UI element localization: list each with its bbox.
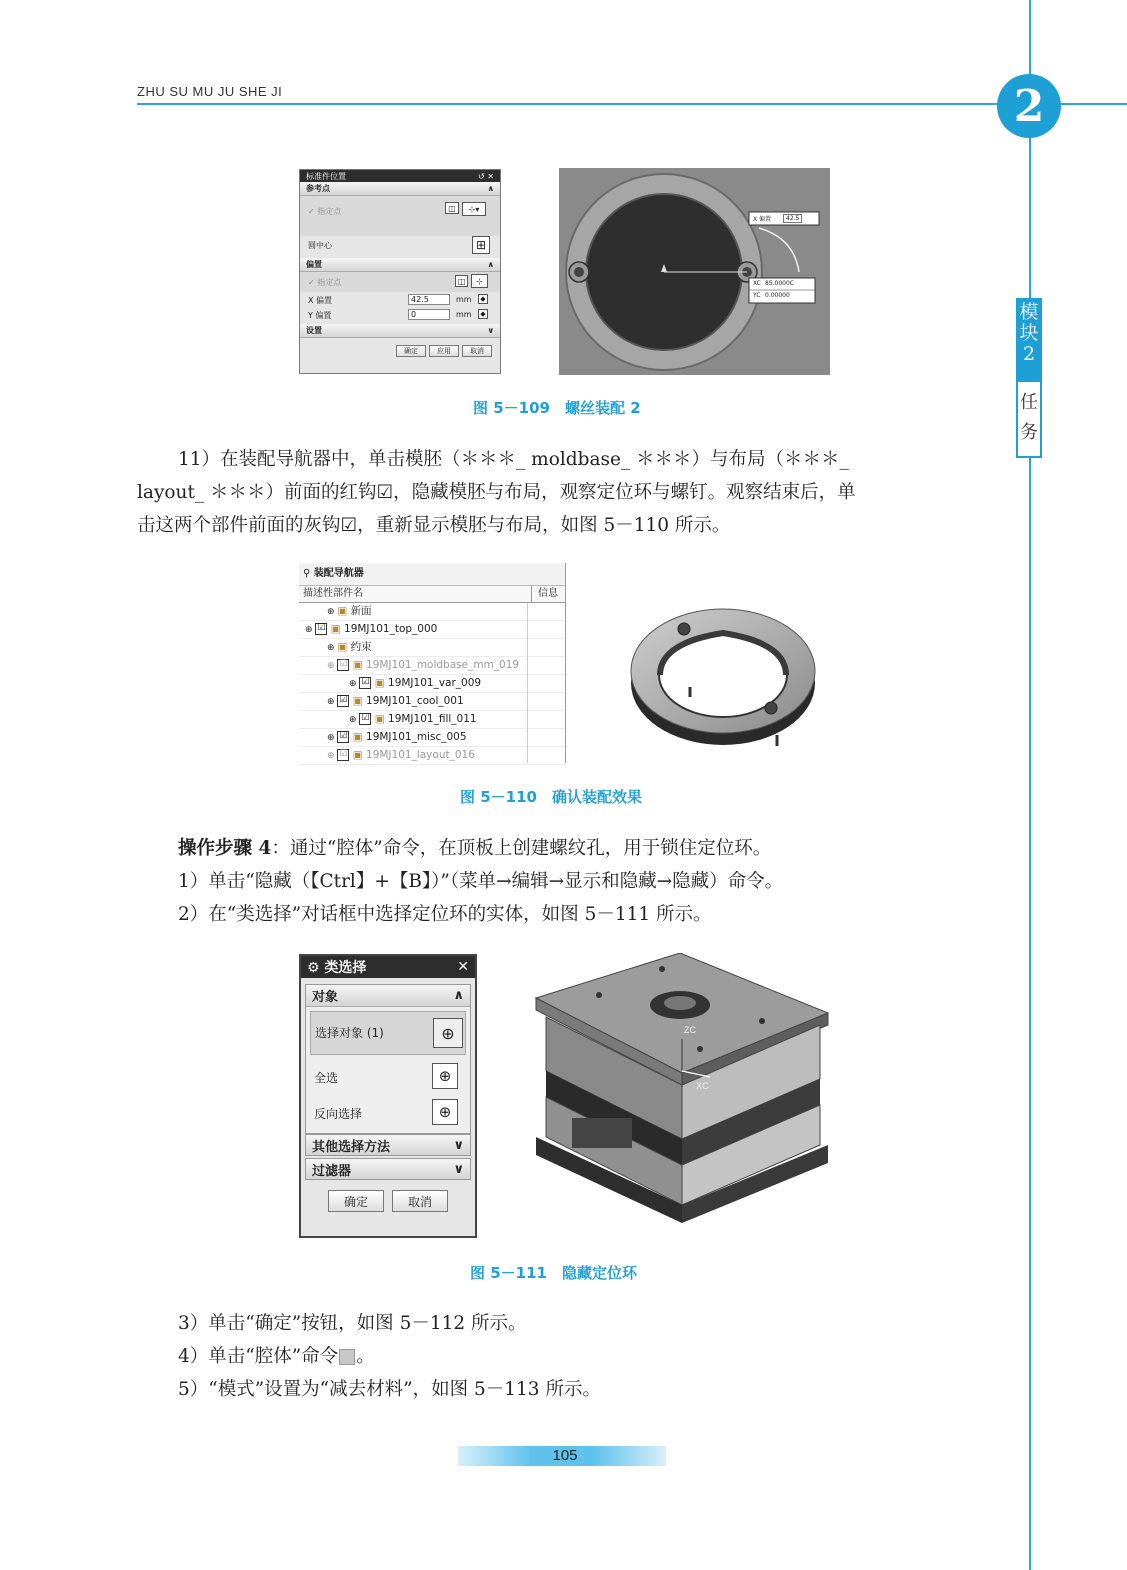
section-object[interactable]	[306, 985, 470, 1007]
section-label: 其他选择方法	[312, 1139, 391, 1155]
invert-selection-label: 反向选择	[314, 1107, 363, 1121]
dialog-button-row	[301, 1190, 475, 1212]
figure-caption: 图 5－110 确认装配效果	[460, 788, 642, 806]
navigator-tree	[299, 603, 565, 765]
apply-button[interactable]: 应用	[429, 345, 459, 357]
offset-point-row	[300, 272, 500, 292]
dialog-button-row	[300, 338, 500, 364]
tree-row[interactable]	[299, 693, 565, 711]
tree-row[interactable]	[299, 675, 565, 693]
x-offset-input[interactable]: 42.5	[408, 294, 450, 305]
circle-center-icon[interactable]: ⊞	[472, 236, 490, 254]
y-offset-input[interactable]: 0	[408, 309, 450, 320]
expand-toggle-icon[interactable]: ⊕	[327, 751, 338, 761]
object-group	[305, 984, 471, 1134]
point-dialog-icon[interactable]: ◫	[445, 202, 459, 214]
part-name: 新面	[350, 605, 372, 617]
cancel-button[interactable]: 取消	[392, 1190, 448, 1212]
side-tab-char: 模	[1019, 301, 1039, 323]
part-name: 19MJ101_misc_005	[366, 731, 467, 743]
navigator-title: 装配导航器	[313, 568, 364, 579]
close-icon[interactable]: ✕	[457, 959, 469, 975]
expand-icon: ∨	[487, 326, 494, 335]
assembly-navigator	[299, 563, 566, 763]
expand-toggle-icon[interactable]: ⊕	[327, 607, 338, 617]
view-offset-input[interactable]: 42.5	[783, 214, 802, 223]
visibility-checkbox[interactable]: ☑	[361, 677, 370, 687]
y-offset-menu[interactable]: ◆	[478, 309, 488, 319]
ring-top-view-graphic	[559, 168, 830, 375]
part-name: 19MJ101_layout_016	[366, 749, 475, 761]
collapse-icon: ∧	[453, 988, 464, 1003]
chapter-badge: 2	[997, 74, 1061, 138]
point-dialog-icon[interactable]: ◫	[455, 275, 468, 287]
step-item: 1）单击“隐藏（【Ctrl】+【B】）”（菜单→编辑→显示和隐藏→隐藏）命令。	[178, 871, 784, 892]
expand-toggle-icon[interactable]: ⊕	[327, 733, 338, 743]
paragraph-line: layout_ ＊＊＊）前面的红钩☑，隐藏模胚与布局，观察定位环与螺钉。观察结束后，单	[137, 482, 856, 503]
section-reference-point[interactable]	[300, 182, 500, 196]
paragraph-line: 击这两个部件前面的灰钩☑，重新显示模胚与布局，如图 5－110 所示。	[137, 515, 731, 536]
part-name: 19MJ101_cool_001	[366, 695, 464, 707]
step-text: ：通过“腔体”命令，在顶板上创建螺纹孔，用于锁住定位环。	[271, 838, 772, 859]
column-divider	[527, 603, 528, 763]
dialog-title-icons[interactable]: ↺ ✕	[478, 171, 494, 181]
navigator-icon: ⚲	[303, 568, 311, 579]
mold-base-render	[532, 953, 832, 1239]
expand-icon: ∨	[453, 1137, 464, 1153]
expand-toggle-icon[interactable]: ⊕	[327, 643, 338, 653]
margin-rule	[1029, 0, 1031, 1570]
navigator-column-headers	[299, 586, 565, 603]
cavity-command-icon	[339, 1349, 355, 1365]
tree-row[interactable]	[299, 729, 565, 747]
unit-label: mm	[456, 295, 472, 304]
part-icon: ▣	[349, 749, 367, 761]
visibility-checkbox[interactable]: ☑	[339, 731, 348, 741]
navigator-header	[299, 563, 565, 586]
standard-part-position-dialog	[299, 169, 501, 374]
dialog-titlebar	[301, 956, 475, 978]
offset-point-label: ✓ 指定点	[308, 278, 342, 287]
expand-toggle-icon[interactable]: ⊕	[349, 679, 360, 689]
step-text: 4）单击“腔体”命令	[178, 1346, 339, 1367]
section-label: 对象	[312, 990, 339, 1005]
tree-row[interactable]	[299, 603, 565, 621]
paragraph-line: 11）在装配导航器中，单击模胚（＊＊＊_ moldbase_ ＊＊＊）与布局（＊＊＊_	[178, 449, 849, 470]
step-item: 2）在“类选择”对话框中选择定位环的实体，如图 5－111 所示。	[178, 904, 712, 925]
class-selection-dialog	[299, 954, 477, 1238]
mold-base-graphic	[532, 953, 832, 1239]
crosshair-icon[interactable]: ⊕	[433, 1018, 463, 1048]
view-xc-label: XC	[753, 280, 761, 287]
side-tab-module	[1016, 298, 1042, 380]
locating-ring-graphic	[600, 563, 830, 763]
side-tab-char: 块	[1019, 322, 1039, 344]
step-heading	[178, 833, 771, 865]
part-icon: ▣	[349, 731, 367, 743]
cancel-button[interactable]: 取消	[462, 345, 492, 357]
unit-label: mm	[456, 310, 472, 319]
expand-toggle-icon[interactable]: ⊕	[349, 715, 360, 725]
section-label: 设置	[306, 326, 322, 335]
view-xc-input[interactable]: 85.0000C	[765, 280, 795, 287]
select-all-label: 全选	[314, 1071, 339, 1085]
expand-toggle-icon[interactable]: ⊕	[305, 625, 316, 635]
part-icon: ▣	[371, 713, 389, 725]
ok-button[interactable]: 确定	[328, 1190, 384, 1212]
part-icon: ▣	[327, 623, 345, 635]
side-tab-char: 2	[1022, 343, 1036, 365]
reference-point-body	[300, 196, 500, 236]
column-header-info[interactable]: 信息	[538, 588, 558, 599]
part-name: 19MJ101_moldbase_mm_019	[366, 659, 520, 671]
side-tab-char: 任	[1020, 392, 1038, 413]
visibility-checkbox[interactable]: ☑	[339, 695, 348, 705]
point-type-dropdown[interactable]: ⊹	[471, 274, 488, 288]
part-icon: ▣	[349, 659, 367, 671]
ok-button[interactable]: 确定	[396, 345, 426, 357]
step-item	[178, 1341, 375, 1373]
header-rule	[137, 103, 1127, 105]
step-text-end: 。	[356, 1346, 375, 1367]
visibility-checkbox[interactable]: ☑	[361, 713, 370, 723]
view-offset-label: X 偏置	[753, 216, 772, 223]
tree-row[interactable]	[299, 639, 565, 657]
section-label: 偏置	[306, 260, 322, 269]
dialog-title: 标准件位置	[306, 171, 346, 181]
section-filter[interactable]	[305, 1158, 471, 1180]
section-label: 过滤器	[312, 1163, 352, 1179]
visibility-checkbox[interactable]: ☑	[339, 749, 348, 759]
visibility-checkbox[interactable]: ☑	[339, 659, 348, 669]
visibility-checkbox[interactable]: ☑	[317, 623, 326, 633]
part-icon: ▣	[371, 677, 389, 689]
ring-top-view	[559, 168, 830, 375]
figure-caption: 图 5－109 螺丝装配 2	[473, 399, 641, 417]
point-type-dropdown[interactable]: ⊹▾	[462, 202, 486, 216]
page-number: 105	[552, 1447, 578, 1464]
part-icon: ▣	[337, 641, 351, 653]
figure-caption: 图 5－111 隐藏定位环	[470, 1264, 637, 1282]
circle-center-label: 圆中心	[308, 241, 332, 250]
side-tab-task	[1016, 380, 1042, 458]
select-all-row	[306, 1059, 470, 1095]
section-label: 参考点	[306, 184, 330, 193]
y-offset-row	[300, 308, 500, 324]
collapse-icon: ∧	[487, 184, 494, 193]
select-object-label: 选择对象 (1)	[315, 1026, 384, 1040]
expand-icon: ∨	[453, 1161, 464, 1177]
part-name: 19MJ101_fill_011	[388, 713, 477, 725]
x-offset-row	[300, 292, 500, 308]
view-yc-input[interactable]: 0.00000	[765, 292, 790, 299]
step-item: 3）单击“确定”按钮，如图 5－112 所示。	[178, 1313, 527, 1334]
circle-center-row	[300, 236, 500, 258]
x-offset-label: X 偏置	[308, 296, 333, 305]
section-offset[interactable]	[300, 258, 500, 272]
step-label: 操作步骤 4	[178, 838, 272, 859]
section-other-methods[interactable]	[305, 1134, 471, 1156]
x-offset-menu[interactable]: ◆	[478, 294, 488, 304]
specify-point-label: ✓ 指定点	[308, 207, 342, 216]
part-icon: ▣	[349, 695, 367, 707]
tree-row[interactable]	[299, 657, 565, 675]
section-settings[interactable]	[300, 324, 500, 338]
collapse-icon: ∧	[487, 260, 494, 269]
dialog-titlebar	[300, 170, 500, 182]
dialog-title: 类选择	[324, 960, 367, 976]
step-item: 5）“模式”设置为“减去材料”，如图 5－113 所示。	[178, 1379, 601, 1400]
view-yc-label: YC	[753, 292, 761, 299]
select-all-icon[interactable]: ⊕	[432, 1063, 458, 1089]
y-offset-label: Y 偏置	[308, 311, 332, 320]
invert-selection-icon[interactable]: ⊕	[432, 1099, 458, 1125]
part-name: 19MJ101_var_009	[388, 677, 482, 689]
axis-label-zc: ZC	[684, 1025, 696, 1035]
part-name: 约束	[350, 641, 372, 653]
invert-selection-row	[306, 1095, 470, 1133]
expand-toggle-icon[interactable]: ⊕	[327, 661, 338, 671]
tree-row[interactable]	[299, 621, 565, 639]
locating-ring-render	[600, 563, 830, 763]
axis-label-xc: XC	[696, 1081, 709, 1091]
tree-row[interactable]	[299, 747, 565, 765]
gear-icon: ⚙	[307, 960, 320, 976]
part-name: 19MJ101_top_000	[344, 623, 438, 635]
part-icon: ▣	[337, 605, 351, 617]
running-header: ZHU SU MU JU SHE JI	[137, 84, 283, 99]
tree-row[interactable]	[299, 711, 565, 729]
expand-toggle-icon[interactable]: ⊕	[327, 697, 338, 707]
column-header-name[interactable]: 描述性部件名	[299, 586, 532, 602]
side-tab-char: 务	[1020, 422, 1038, 443]
select-object-row[interactable]	[310, 1011, 466, 1055]
